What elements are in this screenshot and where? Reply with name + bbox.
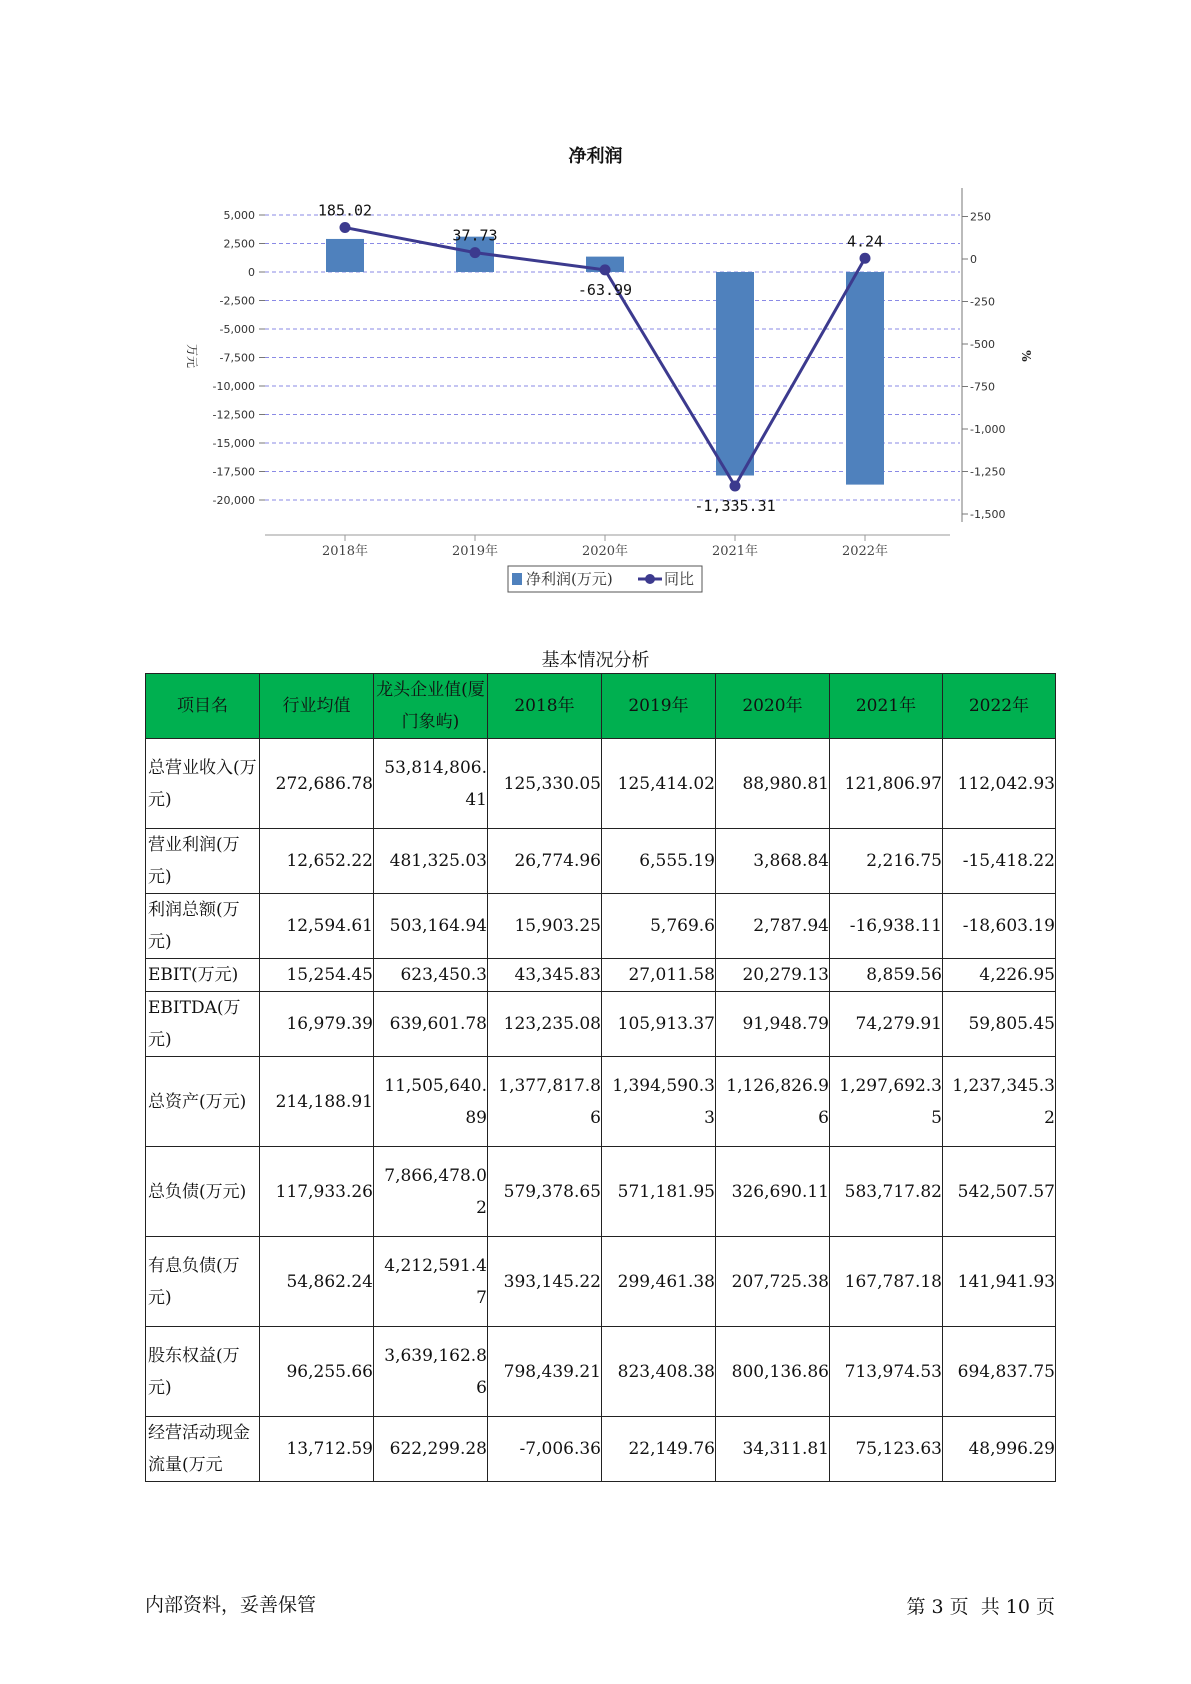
value-cell: -15,418.22 [943, 829, 1056, 894]
yoy-point [340, 222, 351, 233]
value-cell: 503,164.94 [374, 894, 488, 959]
table-row [146, 1057, 1056, 1147]
y2-tick-label: -1,250 [970, 465, 1006, 479]
value-cell: 622,299.28 [374, 1417, 488, 1482]
value-cell: 4,212,591.47 [374, 1237, 488, 1327]
header-cell: 2019年 [602, 674, 716, 739]
value-cell: 583,717.82 [830, 1147, 943, 1237]
value-cell: 26,774.96 [488, 829, 602, 894]
value-cell: 75,123.63 [830, 1417, 943, 1482]
row-name-cell: EBIT(万元) [146, 959, 260, 992]
value-cell: 6,555.19 [602, 829, 716, 894]
value-cell: 639,601.78 [374, 992, 488, 1057]
value-cell: 5,769.6 [602, 894, 716, 959]
value-cell: 11,505,640.89 [374, 1057, 488, 1147]
value-cell: 7,866,478.02 [374, 1147, 488, 1237]
value-cell: 105,913.37 [602, 992, 716, 1057]
header-cell: 2021年 [830, 674, 943, 739]
footer-page-number: 第 3 页 共 10 页 [906, 1596, 1055, 1618]
value-cell: 117,933.26 [260, 1147, 374, 1237]
value-cell: 22,149.76 [602, 1417, 716, 1482]
yoy-point [470, 247, 481, 258]
value-cell: 12,594.61 [260, 894, 374, 959]
value-cell: 272,686.78 [260, 739, 374, 829]
value-cell: 123,235.08 [488, 992, 602, 1057]
value-cell: 20,279.13 [716, 959, 830, 992]
value-cell: 2,787.94 [716, 894, 830, 959]
y-tick-label: -7,500 [219, 351, 255, 365]
value-cell: 13,712.59 [260, 1417, 374, 1482]
table-row [146, 1147, 1056, 1237]
value-cell: 694,837.75 [943, 1327, 1056, 1417]
y-tick-label: -5,000 [219, 323, 255, 336]
value-cell: 96,255.66 [260, 1327, 374, 1417]
header-cell: 项目名 [146, 674, 260, 739]
header-cell: 2018年 [488, 674, 602, 739]
data-label: -1,335.31 [694, 497, 776, 516]
header-cell: 龙头企业值(厦门象屿) [374, 674, 488, 739]
legend-line-marker [645, 574, 655, 584]
x-tick-label: 2018年 [321, 544, 369, 559]
y2-tick-label: -750 [970, 380, 995, 394]
value-cell: 207,725.38 [716, 1237, 830, 1327]
y-tick-label: 5,000 [223, 209, 255, 222]
y-tick-label: -20,000 [212, 494, 255, 507]
value-cell: 299,461.38 [602, 1237, 716, 1327]
data-label: 185.02 [317, 201, 373, 220]
value-cell: 326,690.11 [716, 1147, 830, 1237]
bar-2018年 [326, 239, 364, 272]
y-tick-label: -15,000 [212, 437, 255, 450]
value-cell: 121,806.97 [830, 739, 943, 829]
value-cell: -7,006.36 [488, 1417, 602, 1482]
header-cell: 2020年 [716, 674, 830, 739]
bar-2021年 [716, 272, 754, 475]
y2-tick-label: -500 [970, 338, 995, 351]
value-cell: 571,181.95 [602, 1147, 716, 1237]
row-name-cell: 营业利润(万元) [146, 829, 260, 894]
value-cell: 112,042.93 [943, 739, 1056, 829]
row-name-cell: EBITDA(万元) [146, 992, 260, 1057]
data-label: -63.99 [577, 280, 633, 299]
value-cell: 59,805.45 [943, 992, 1056, 1057]
y-tick-label: 0 [248, 266, 255, 279]
value-cell: 4,226.95 [943, 959, 1056, 992]
value-cell: 3,639,162.86 [374, 1327, 488, 1417]
value-cell: 54,862.24 [260, 1237, 374, 1327]
y-tick-label: -2,500 [219, 294, 255, 308]
value-cell: 15,254.45 [260, 959, 374, 992]
y2-tick-label: 0 [970, 253, 977, 266]
value-cell: 579,378.65 [488, 1147, 602, 1237]
value-cell: 16,979.39 [260, 992, 374, 1057]
net-profit-chart [0, 0, 1191, 600]
value-cell: 542,507.57 [943, 1147, 1056, 1237]
yoy-point [600, 264, 611, 275]
value-cell: 125,330.05 [488, 739, 602, 829]
row-name-cell: 总负债(万元) [146, 1147, 260, 1237]
x-tick-label: 2022年 [841, 544, 889, 559]
row-name-cell: 总资产(万元) [146, 1057, 260, 1147]
y2-axis-title: % [1019, 350, 1033, 362]
value-cell: 53,814,806.41 [374, 739, 488, 829]
data-label: 37.73 [452, 226, 498, 245]
value-cell: 1,297,692.35 [830, 1057, 943, 1147]
header-cell: 2022年 [943, 674, 1056, 739]
value-cell: 1,394,590.33 [602, 1057, 716, 1147]
value-cell: 393,145.22 [488, 1237, 602, 1327]
legend-bar-label: 净利润(万元) [526, 570, 613, 588]
y2-tick-label: -1,000 [970, 423, 1006, 436]
row-name-cell: 股东权益(万元) [146, 1327, 260, 1417]
x-tick-label: 2019年 [451, 544, 499, 559]
value-cell: 27,011.58 [602, 959, 716, 992]
legend-line-label: 同比 [664, 570, 695, 588]
value-cell: 800,136.86 [716, 1327, 830, 1417]
value-cell: -16,938.11 [830, 894, 943, 959]
row-name-cell: 利润总额(万元) [146, 894, 260, 959]
yoy-point [860, 253, 871, 264]
value-cell: 48,996.29 [943, 1417, 1056, 1482]
y2-tick-label: 250 [970, 210, 991, 224]
basic-analysis-table [145, 673, 1056, 1482]
y2-tick-label: -1,500 [970, 508, 1006, 521]
value-cell: 88,980.81 [716, 739, 830, 829]
value-cell: 1,237,345.32 [943, 1057, 1056, 1147]
value-cell: 1,377,817.86 [488, 1057, 602, 1147]
row-name-cell: 有息负债(万元) [146, 1237, 260, 1327]
value-cell: 15,903.25 [488, 894, 602, 959]
bar-2022年 [846, 272, 884, 485]
value-cell: 1,126,826.96 [716, 1057, 830, 1147]
legend-bar-swatch [512, 573, 522, 585]
table-row [146, 992, 1056, 1057]
y-tick-label: -12,500 [212, 408, 255, 422]
value-cell: 34,311.81 [716, 1417, 830, 1482]
value-cell: 12,652.22 [260, 829, 374, 894]
table-row [146, 739, 1056, 829]
y-tick-label: 2,500 [223, 237, 255, 251]
value-cell: 798,439.21 [488, 1327, 602, 1417]
value-cell: 125,414.02 [602, 739, 716, 829]
value-cell: 8,859.56 [830, 959, 943, 992]
value-cell: 214,188.91 [260, 1057, 374, 1147]
chart-title: 净利润 [568, 146, 623, 167]
x-tick-label: 2020年 [581, 544, 629, 559]
table-row [146, 1417, 1056, 1482]
value-cell: 823,408.38 [602, 1327, 716, 1417]
value-cell: 43,345.83 [488, 959, 602, 992]
x-tick-label: 2021年 [711, 544, 759, 559]
table-header-row [146, 674, 1056, 739]
y-tick-label: -10,000 [212, 380, 255, 393]
value-cell: 167,787.18 [830, 1237, 943, 1327]
value-cell: 141,941.93 [943, 1237, 1056, 1327]
y-tick-label: -17,500 [212, 465, 255, 479]
table-row [146, 894, 1056, 959]
table-row [146, 1327, 1056, 1417]
table-row [146, 1237, 1056, 1327]
value-cell: -18,603.19 [943, 894, 1056, 959]
footer-confidential-note: 内部资料，妥善保管 [145, 1594, 317, 1616]
value-cell: 91,948.79 [716, 992, 830, 1057]
table-row [146, 829, 1056, 894]
value-cell: 623,450.3 [374, 959, 488, 992]
yoy-point [730, 481, 741, 492]
y-axis-title: 万元 [185, 343, 199, 369]
y2-tick-label: -250 [970, 295, 995, 309]
row-name-cell: 经营活动现金流量(万元 [146, 1417, 260, 1482]
chart-canvas [0, 0, 1191, 600]
value-cell: 713,974.53 [830, 1327, 943, 1417]
value-cell: 74,279.91 [830, 992, 943, 1057]
row-name-cell: 总营业收入(万元) [146, 739, 260, 829]
value-cell: 2,216.75 [830, 829, 943, 894]
value-cell: 481,325.03 [374, 829, 488, 894]
table-title: 基本情况分析 [541, 650, 650, 671]
data-label: 4.24 [846, 232, 884, 251]
header-cell: 行业均值 [260, 674, 374, 739]
value-cell: 3,868.84 [716, 829, 830, 894]
table-row [146, 959, 1056, 992]
